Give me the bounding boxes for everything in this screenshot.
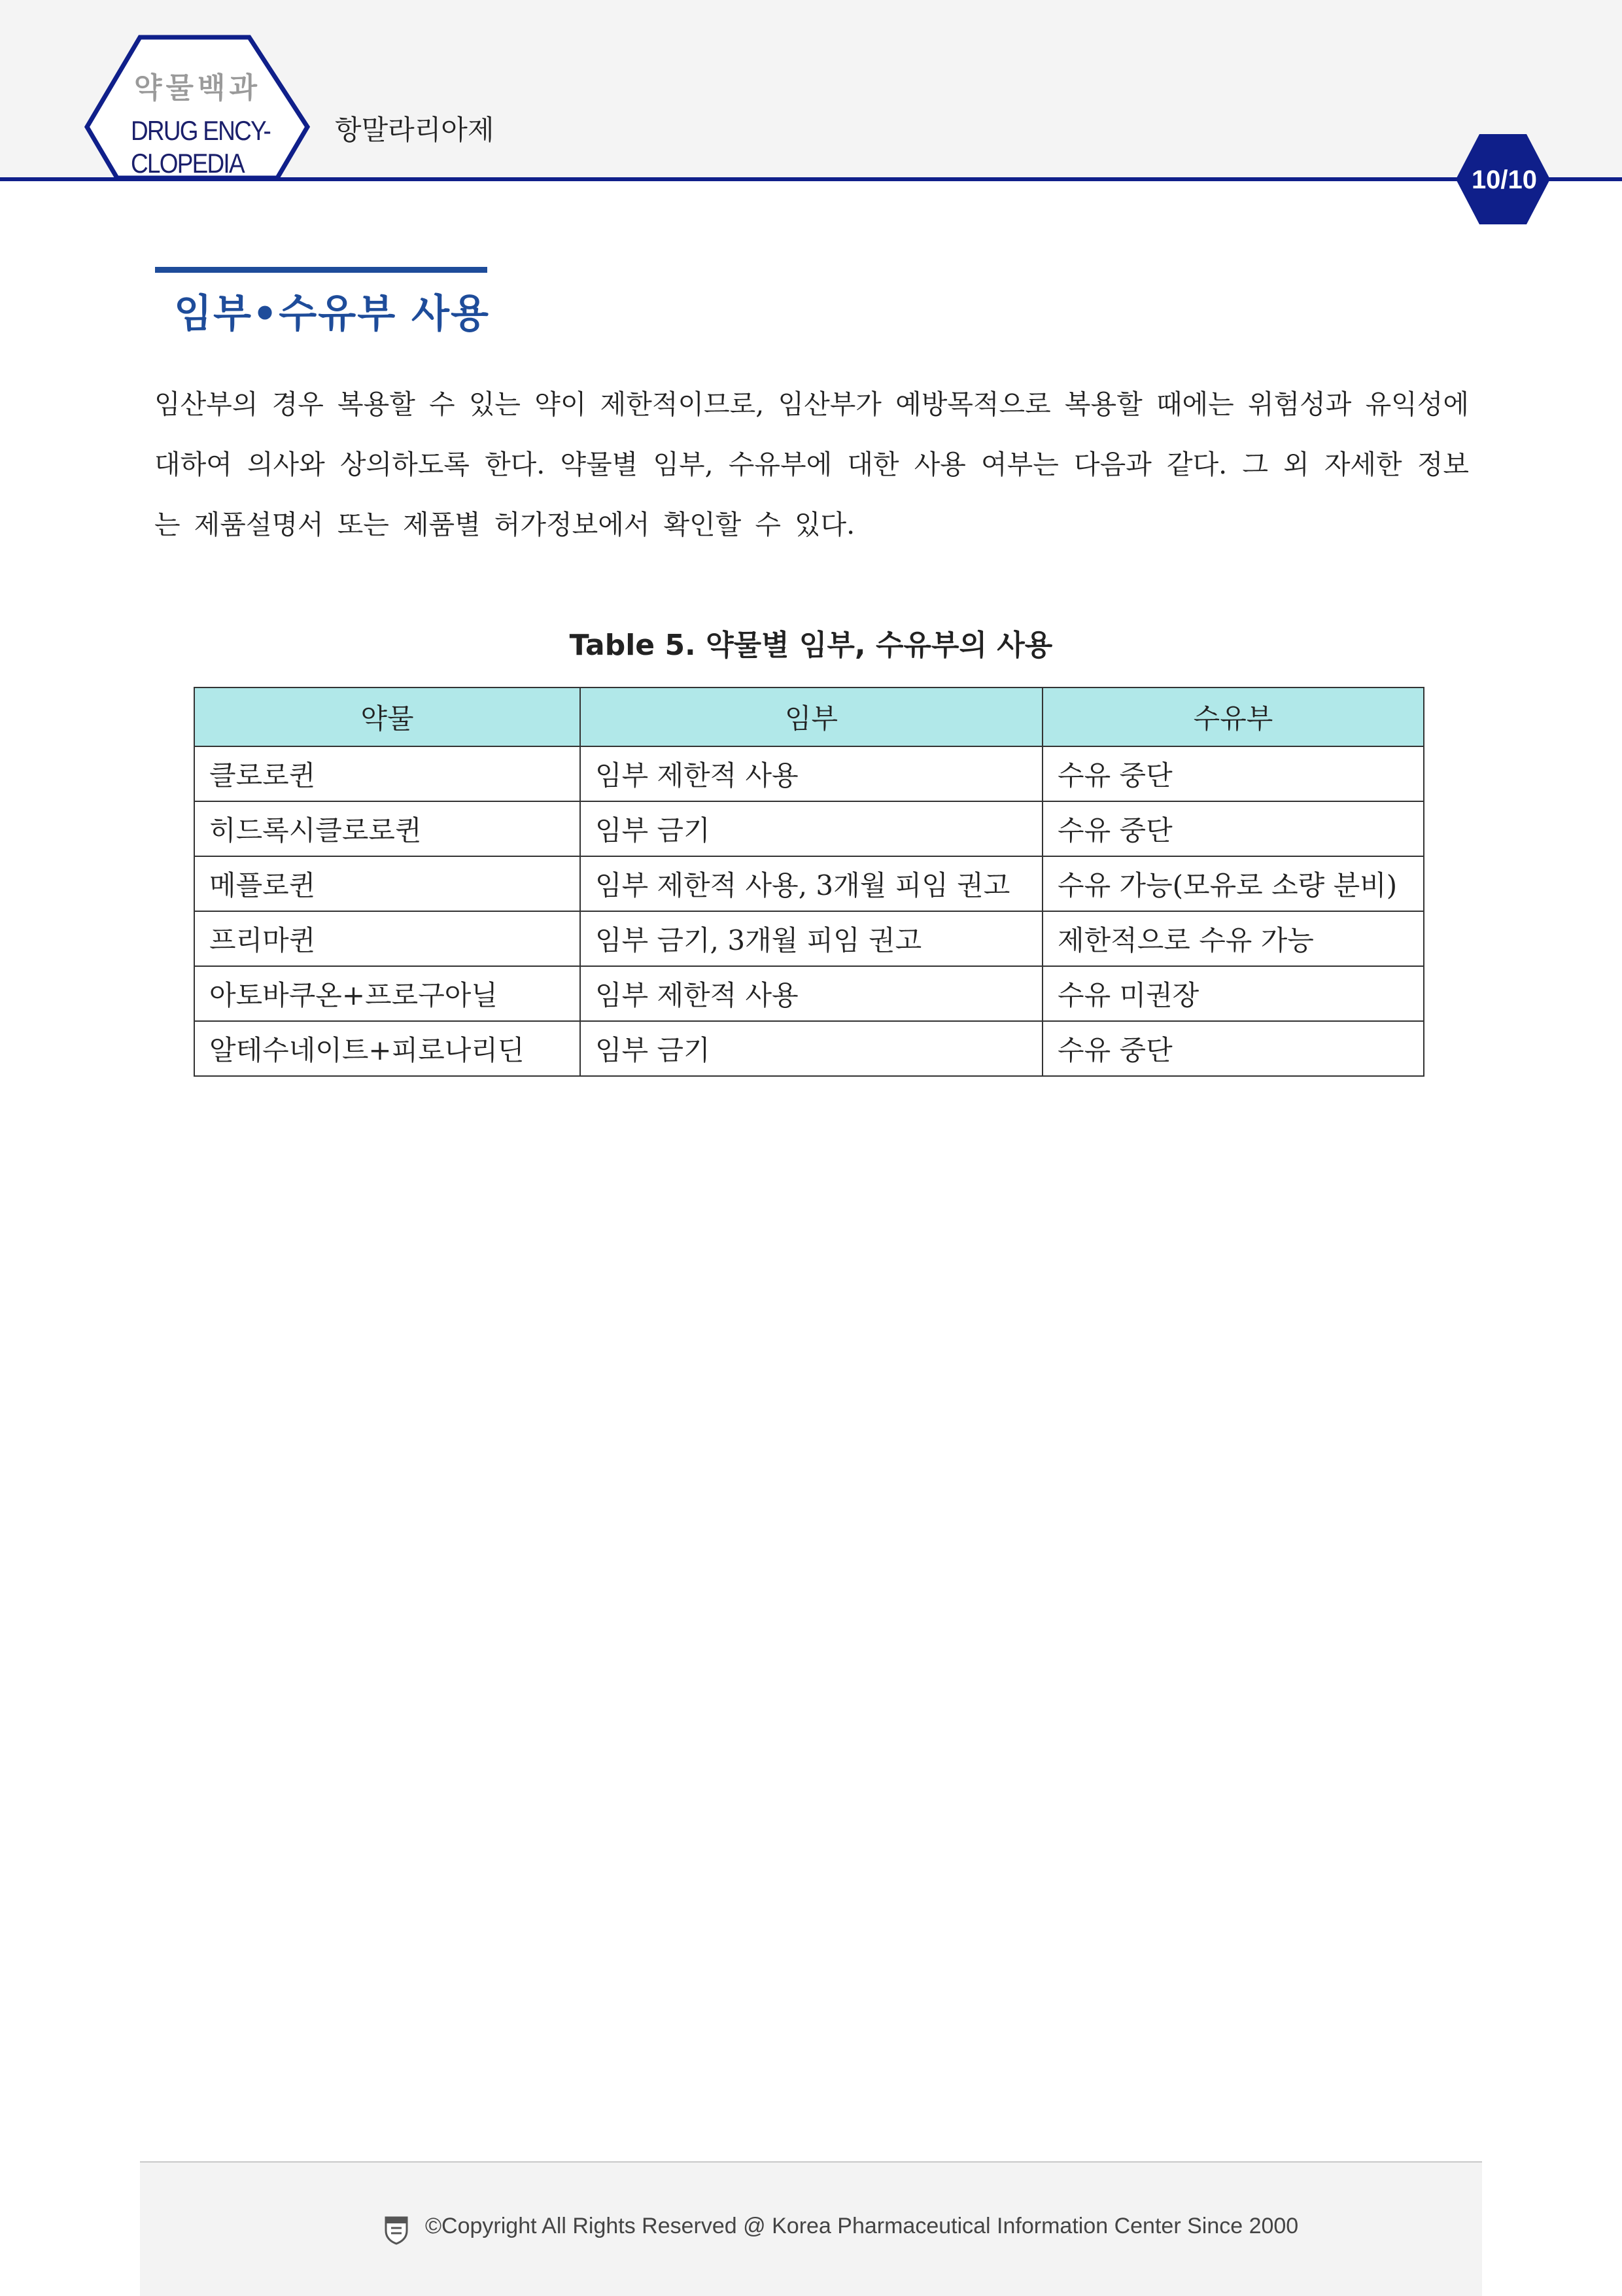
lactation-cell: 제한적으로 수유 가능 bbox=[1043, 911, 1424, 966]
document-title: 항말라리아제 bbox=[335, 114, 494, 146]
logo-english bbox=[131, 114, 270, 180]
drug-cell: 메플로퀸 bbox=[194, 856, 580, 911]
section-rule bbox=[155, 267, 487, 273]
drug-cell: 아토바쿠온+프로구아닐 bbox=[194, 966, 580, 1021]
drug-cell: 클로로퀸 bbox=[194, 746, 580, 801]
lactation-cell: 수유 가능(모유로 소량 분비) bbox=[1043, 856, 1424, 911]
table-row bbox=[194, 801, 1424, 856]
section-title: 임부•수유부 사용 bbox=[174, 291, 490, 337]
logo-english-line2: CLOPEDIA bbox=[131, 148, 244, 179]
page-indicator: 10/10 bbox=[1471, 165, 1538, 194]
pregnancy-cell: 임부 금기, 3개월 피임 권고 bbox=[580, 911, 1043, 966]
lactation-cell: 수유 중단 bbox=[1043, 746, 1424, 801]
table-row bbox=[194, 1021, 1424, 1076]
table-row bbox=[194, 966, 1424, 1021]
copyright-notice: ©Copyright All Rights Reserved @ Korea Pharmaceutical Information Center Since 2000 bbox=[425, 2214, 1299, 2238]
table-caption: Table 5. 약물별 임부, 수유부의 사용 bbox=[569, 629, 1053, 662]
organization-crest-icon bbox=[383, 2215, 409, 2245]
logo-korean: 약물백과 bbox=[134, 71, 262, 105]
table-header-row bbox=[194, 687, 1424, 746]
pregnancy-cell: 임부 제한적 사용, 3개월 피임 권고 bbox=[580, 856, 1043, 911]
lactation-cell: 수유 중단 bbox=[1043, 801, 1424, 856]
drug-cell: 프리마퀸 bbox=[194, 911, 580, 966]
body-paragraph: 임산부의 경우 복용할 수 있는 약이 제한적이므로, 임산부가 예방목적으로 복용할 때에는 위험성과 유익성에 대하여 의사와 상의하도록 한다. 약물별 임부, 수유부에 대한 사용 여부는 다음과 같다. 그 외 자세한 정보는 제품설명서 또는 제품별 허가정보에서 확인할 수 있다. bbox=[154, 389, 1469, 540]
logo-english-line1: DRUG ENCY- bbox=[131, 115, 271, 146]
column-header-drug: 약물 bbox=[194, 687, 580, 746]
column-header-lactation: 수유부 bbox=[1043, 687, 1424, 746]
drug-cell: 히드록시클로로퀸 bbox=[194, 801, 580, 856]
table-row bbox=[194, 911, 1424, 966]
pregnancy-cell: 임부 제한적 사용 bbox=[580, 966, 1043, 1021]
table-row bbox=[194, 856, 1424, 911]
pregnancy-cell: 임부 제한적 사용 bbox=[580, 746, 1043, 801]
lactation-cell: 수유 중단 bbox=[1043, 1021, 1424, 1076]
pregnancy-cell: 임부 금기 bbox=[580, 801, 1043, 856]
drug-cell: 알테수네이트+피로나리딘 bbox=[194, 1021, 580, 1076]
pregnancy-lactation-table bbox=[194, 687, 1424, 1077]
pregnancy-cell: 임부 금기 bbox=[580, 1021, 1043, 1076]
lactation-cell: 수유 미권장 bbox=[1043, 966, 1424, 1021]
table-row bbox=[194, 746, 1424, 801]
column-header-pregnancy: 임부 bbox=[580, 687, 1043, 746]
